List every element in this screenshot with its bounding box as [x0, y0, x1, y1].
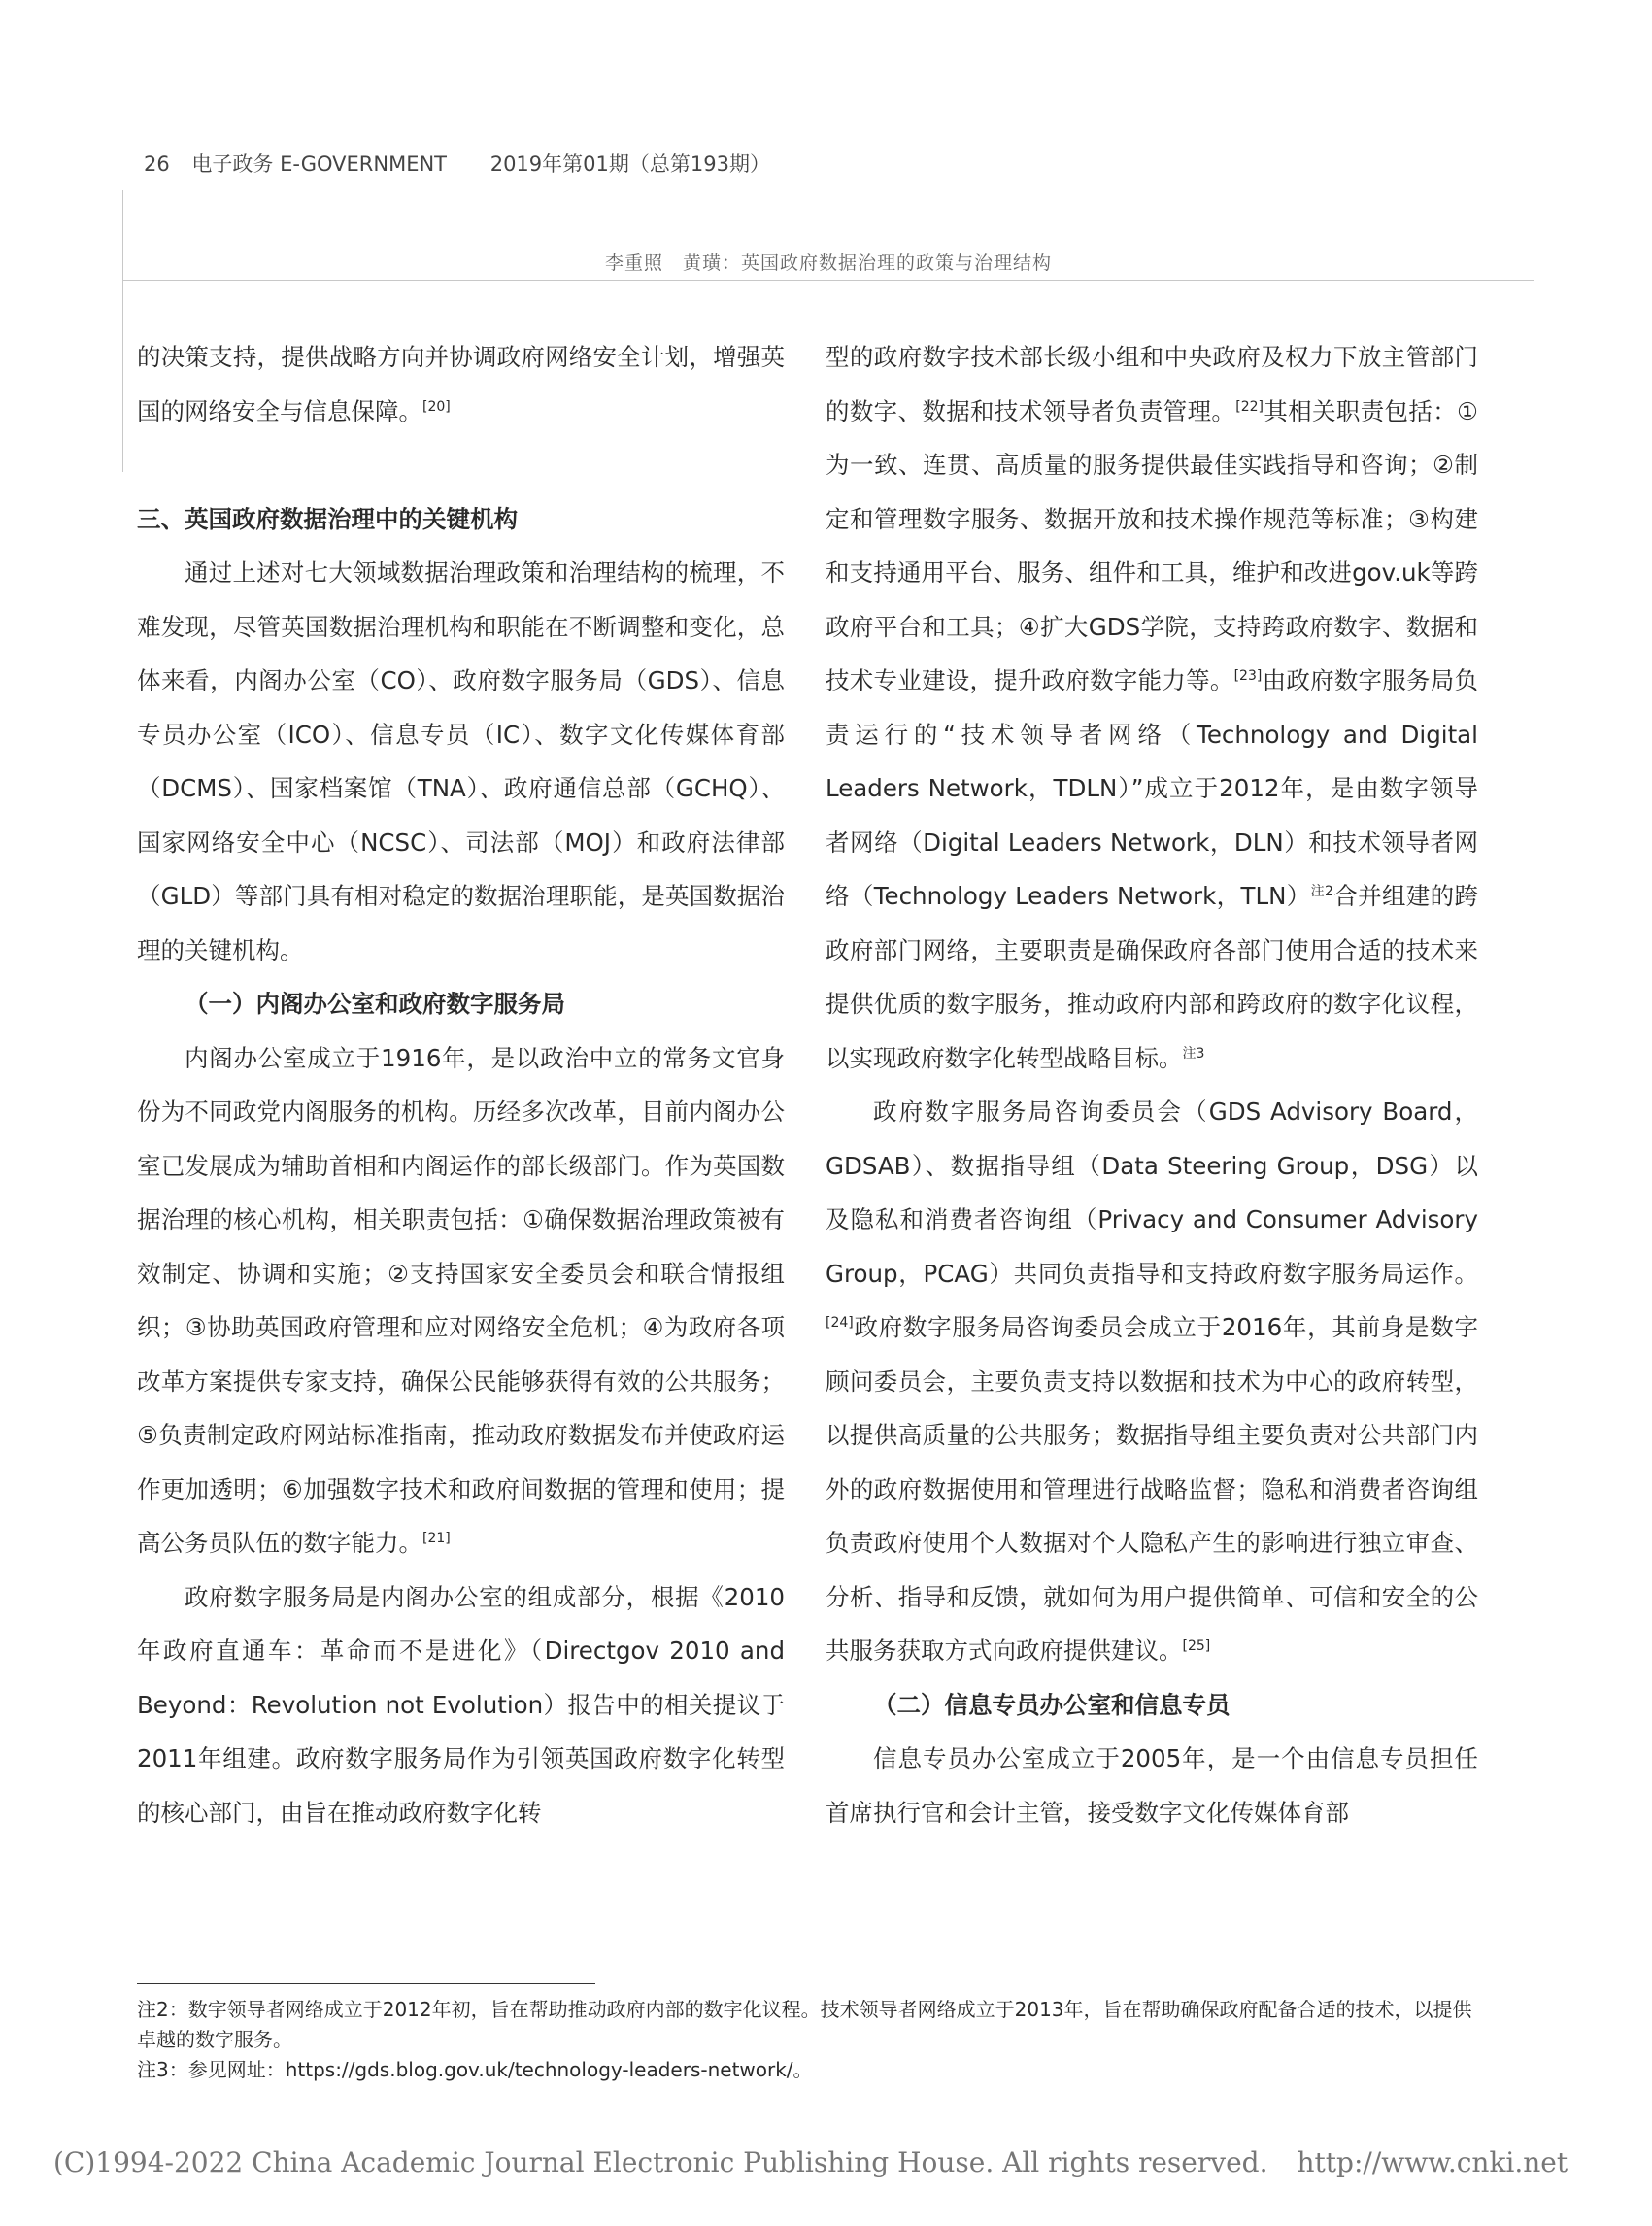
paragraph: 的决策支持，提供战略方向并协调政府网络安全计划，增强英国的网络安全与信息保障。[20] — [137, 343, 785, 425]
paragraph: 信息专员办公室成立于2005年，是一个由信息专员担任首席执行官和会计主管，接受数字文化传媒体育部 — [826, 1744, 1478, 1827]
footnote-rule — [137, 1983, 595, 1984]
running-head: 李重照 黄璜：英国政府数据治理的政策与治理结构 — [604, 253, 1052, 274]
journal-name: 电子政务 E-GOVERNMENT — [191, 152, 448, 176]
subsection-heading: （一）内阁办公室和政府数字服务局 — [185, 990, 565, 1018]
citation-ref: [24] — [826, 1314, 854, 1331]
copyright-url[interactable]: http://www.cnki.net — [1297, 2146, 1568, 2178]
footnote-marker: 注3 — [1182, 1045, 1205, 1062]
footnote-2: 注2：数字领导者网络成立于2012年初，旨在帮助推动政府内部的数字化议程。技术领导者网络成立于2013年，旨在帮助确保政府配备合适的技术，以提供卓越的数字服务。 — [137, 1998, 1472, 2051]
footnotes — [137, 1995, 1477, 2085]
page-header — [144, 149, 770, 178]
citation-ref: [25] — [1182, 1637, 1211, 1654]
copyright-line — [53, 2146, 1568, 2178]
footnote-3: 注3：参见网址：https://gds.blog.gov.uk/technology-leaders-network/。 — [137, 2058, 813, 2081]
copyright-text: (C)1994-2022 China Academic Journal Electronic Publishing House. All rights reserved. — [53, 2146, 1268, 2178]
citation-ref: [21] — [422, 1530, 451, 1546]
header-horizontal-rule — [122, 280, 1534, 281]
citation-ref: [22] — [1235, 398, 1264, 415]
paragraph: 政府数字服务局咨询委员会（GDS Advisory Board，GDSAB）、数据指导组（Data Steering Group，DSG）以及隐私和消费者咨询组（Privacy and Consumer Advisory Group，PCAG）共同负责指导和支持政府数字服务局运作。[24]政府数字服务局咨询委员会成立于2016年，其前身是数字顾问委员会，主要负责支持以数据和技术为中心的政府转型，以提供高质量的公共服务；数据指导组主要负责对公共部门内外的政府数据使用和管理进行战略监督；隐私和消费者咨询组负责政府使用个人数据对个人隐私产生的影响进行独立审查、分析、指导和反馈，就如何为用户提供简单、可信和安全的公共服务获取方式向政府提供建议。[25] — [826, 1097, 1478, 1665]
paragraph: 型的政府数字技术部长级小组和中央政府及权力下放主管部门的数字、数据和技术领导者负责管理。[22]其相关职责包括：①为一致、连贯、高质量的服务提供最佳实践指导和咨询；②制定和管理数字服务、数据开放和技术操作规范等标准；③构建和支持通用平台、服务、组件和工具，维护和改进gov.uk等跨政府平台和工具；④扩大GDS学院，支持跨政府数字、数据和技术专业建设，提升政府数字能力等。[23]由政府数字服务局负责运行的“技术领导者网络（Technology and Digital Leaders Network，TDLN）”成立于2012年，是由数字领导者网络（Digital Leaders Network，DLN）和技术领导者网络（Technology Leaders Network，TLN）$^{注2}$合并组建的跨政府部门网络，主要职责是确保政府各部门使用合适的技术来提供优质的数字服务，推动政府内部和跨政府的数字化议程，以实现政府数字化转型战略目标。$^{注3}$ — [826, 343, 1479, 1072]
section-heading: 三、英国政府数据治理中的关键机构 — [137, 504, 518, 533]
issue-info: 2019年第01期（总第193期） — [489, 152, 770, 176]
right-column — [826, 330, 1478, 1839]
footnote-marker: 注2 — [1310, 883, 1333, 899]
header-vertical-rule — [122, 190, 123, 472]
paragraph: 内阁办公室成立于1916年，是以政治中立的常务文官身份为不同政党内阁服务的机构。历经多次改革，目前内阁办公室已发展成为辅助首相和内阁运作的部长级部门。作为英国数据治理的核心机构，相关职责包括：①确保数据治理政策被有效制定、协调和实施；②支持国家安全委员会和联合情报组织；③协助英国政府管理和应对网络安全危机；④为政府各项改革方案提供专家支持，确保公民能够获得有效的公共服务；⑤负责制定政府网站标准指南，推动政府数据发布并使政府运作更加透明；⑥加强数字技术和政府间数据的管理和使用；提高公务员队伍的数字能力。[21] — [137, 1043, 785, 1557]
citation-ref: [23] — [1233, 667, 1263, 684]
paragraph: 政府数字服务局是内阁办公室的组成部分，根据《2010年政府直通车：革命而不是进化》（Directgov 2010 and Beyond：Revolution not Evolution）报告中的相关提议于2011年组建。政府数字服务局作为引领英国政府数字化转型的核心部门，由旨在推动政府数字化转 — [137, 1582, 785, 1827]
left-column — [137, 330, 785, 1839]
subsection-heading: （二）信息专员办公室和信息专员 — [873, 1690, 1231, 1719]
paragraph: 通过上述对七大领域数据治理政策和治理结构的梳理，不难发现，尽管英国数据治理机构和职能在不断调整和变化，总体来看，内阁办公室（CO）、政府数字服务局（GDS）、信息专员办公室（ICO）、信息专员（IC）、数字文化传媒体育部（DCMS）、国家档案馆（TNA）、政府通信总部（GCHQ）、国家网络安全中心（NCSC）、司法部（MOJ）和政府法律部（GLD）等部门具有相对稳定的数据治理职能，是英国数据治理的关键机构。 — [137, 558, 785, 964]
citation-ref: [20] — [422, 398, 451, 415]
page-number: 26 — [144, 152, 170, 176]
